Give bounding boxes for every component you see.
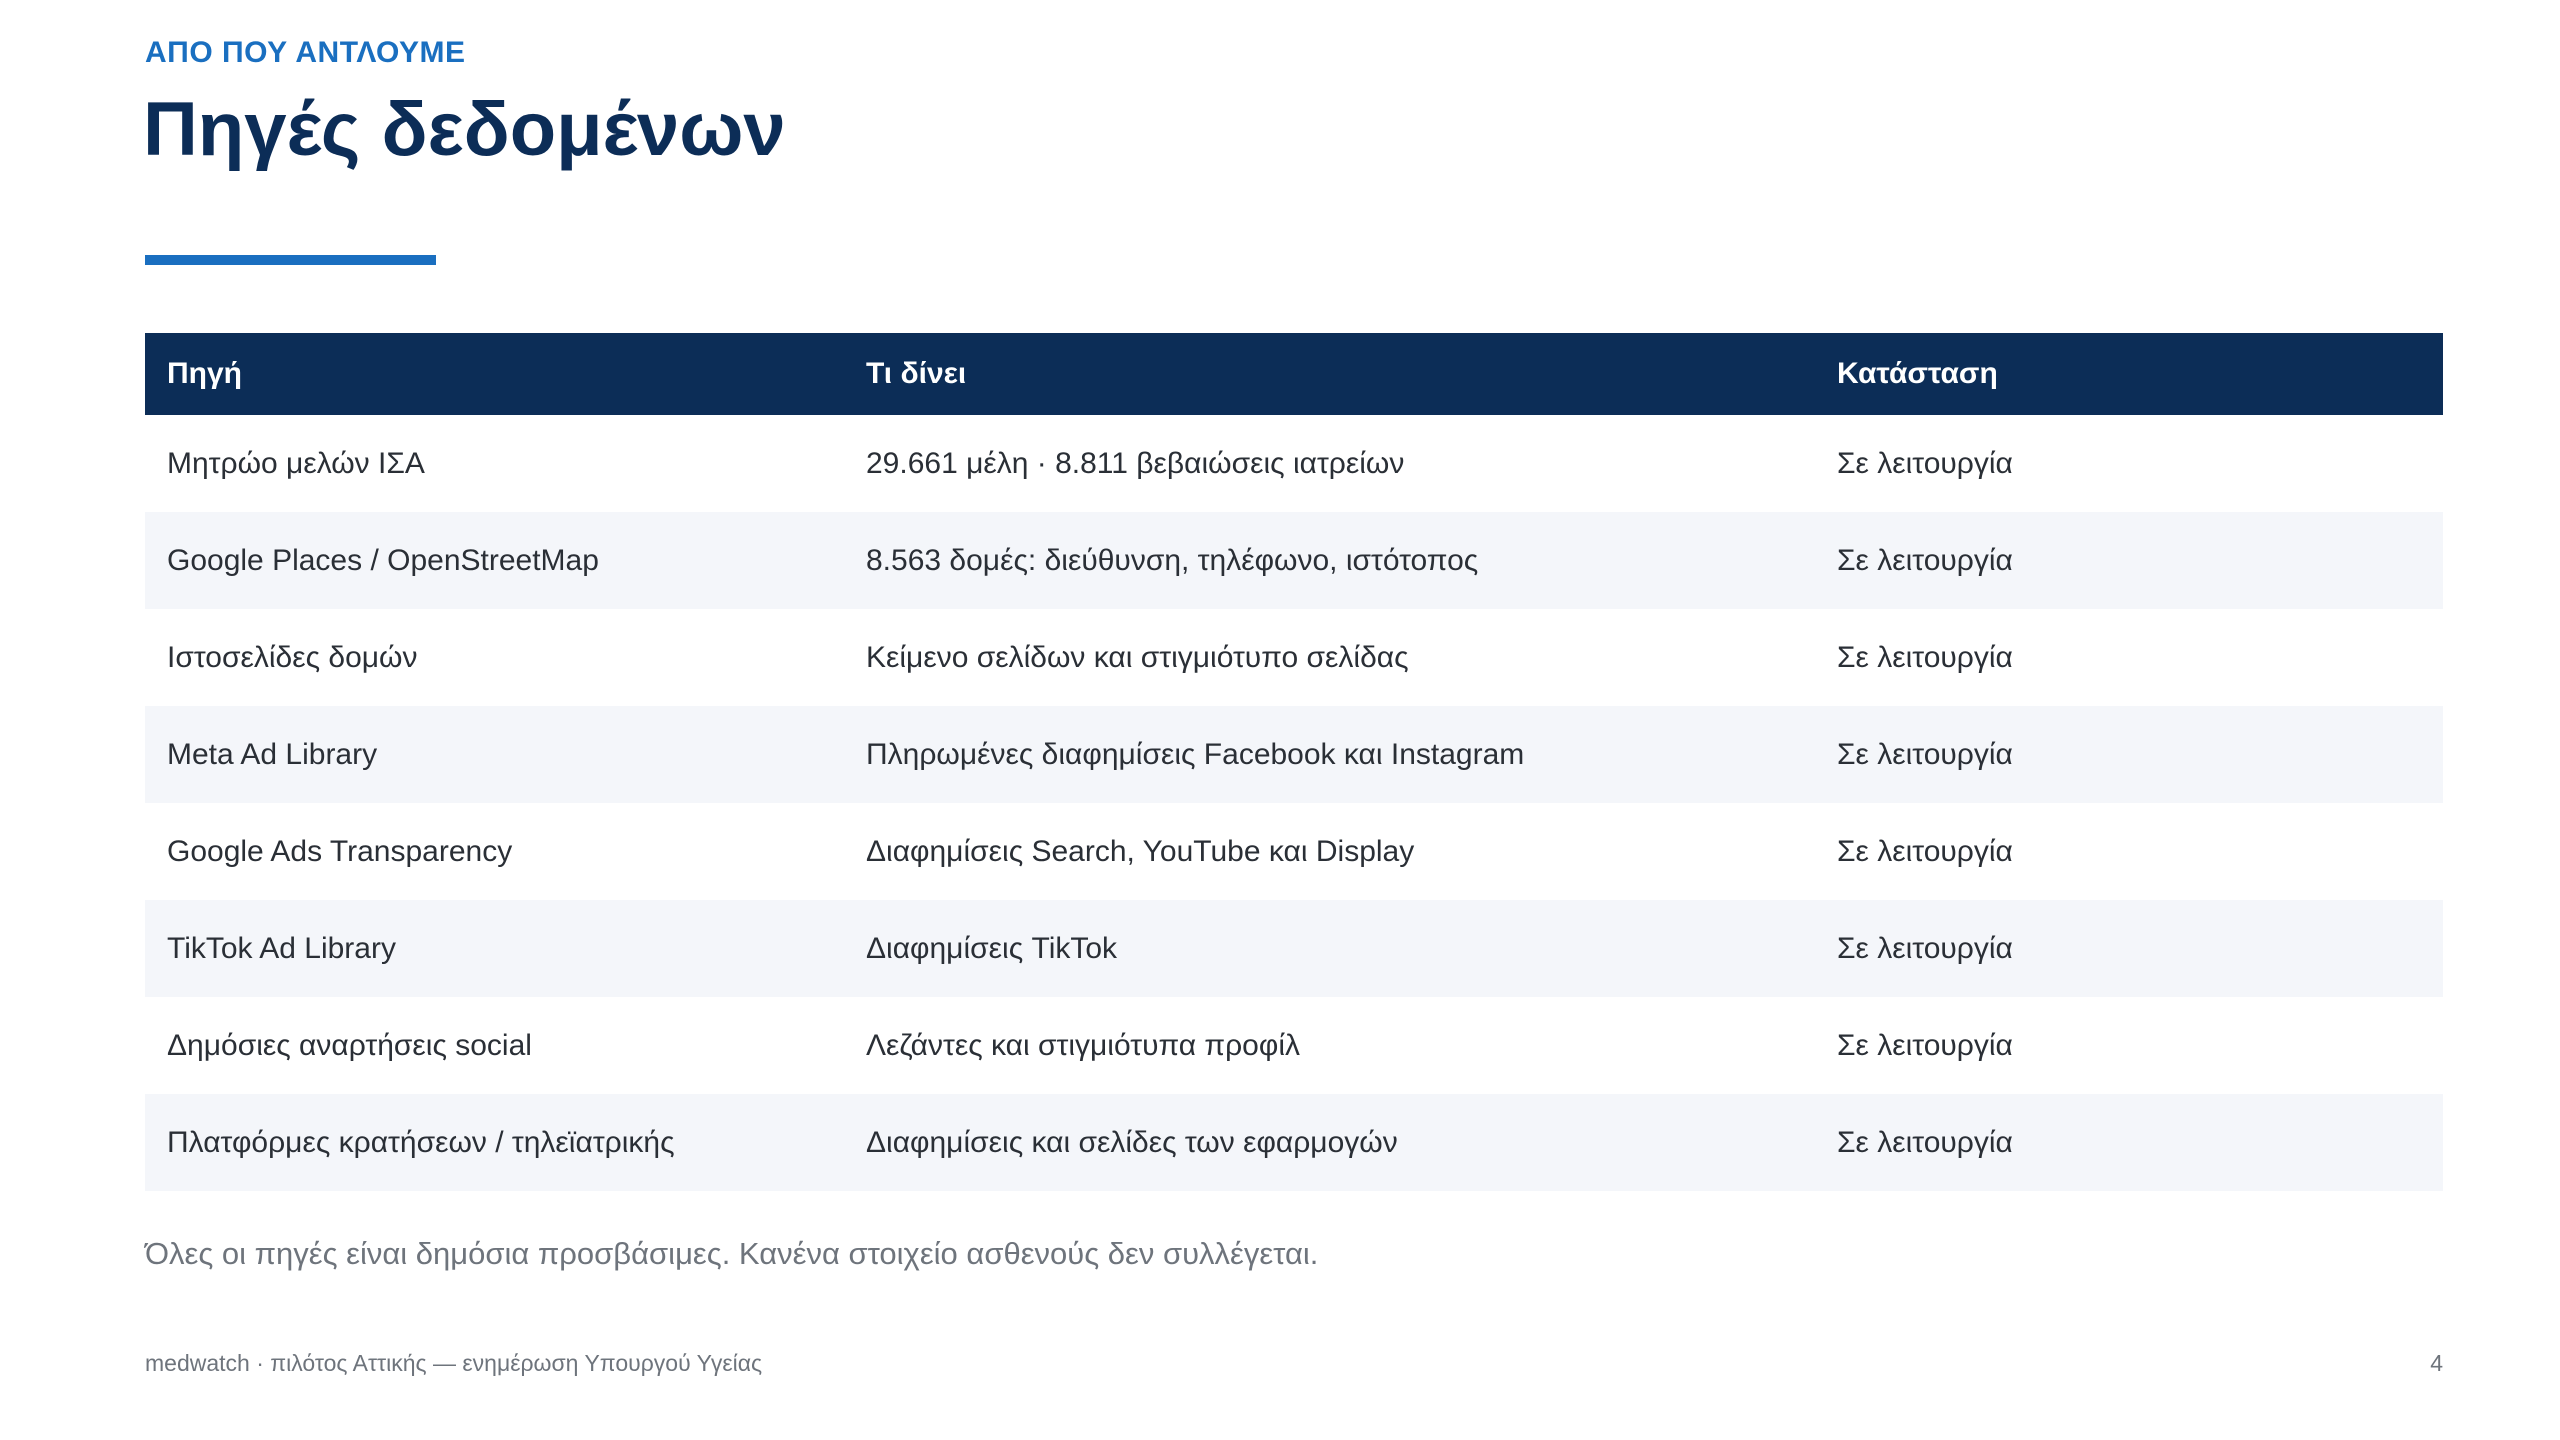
cell-status: Σε λειτουργία <box>1837 931 2013 965</box>
cell-status: Σε λειτουργία <box>1837 446 2013 480</box>
cell-gives: 29.661 μέλη · 8.811 βεβαιώσεις ιατρείων <box>866 446 1405 480</box>
table-row <box>145 609 2443 706</box>
table-row <box>145 512 2443 609</box>
cell-gives: Διαφημίσεις και σελίδες των εφαρμογών <box>866 1125 1398 1159</box>
table-row <box>145 997 2443 1094</box>
cell-gives: Πληρωμένες διαφημίσεις Facebook και Instagram <box>866 737 1525 771</box>
page-number: 4 <box>2430 1350 2443 1376</box>
title-accent-rule <box>145 255 436 265</box>
cell-status: Σε λειτουργία <box>1837 640 2013 674</box>
cell-source: Πλατφόρμες κρατήσεων / τηλεϊατρικής <box>167 1125 675 1159</box>
section-eyebrow: ΑΠΟ ΠΟΥ ΑΝΤΛΟΥΜΕ <box>145 36 466 69</box>
table-row <box>145 706 2443 803</box>
cell-gives: Κείμενο σελίδων και στιγμιότυπο σελίδας <box>866 640 1409 674</box>
cell-status: Σε λειτουργία <box>1837 834 2013 868</box>
cell-gives: Διαφημίσεις Search, YouTube και Display <box>866 834 1415 868</box>
cell-status: Σε λειτουργία <box>1837 1125 2013 1159</box>
cell-gives: 8.563 δομές: διεύθυνση, τηλέφωνο, ιστότοπος <box>866 543 1479 577</box>
cell-source: Ιστοσελίδες δομών <box>167 640 418 674</box>
cell-status: Σε λειτουργία <box>1837 737 2013 771</box>
cell-source: Δημόσιες αναρτήσεις social <box>167 1028 532 1062</box>
header-source: Πηγή <box>167 357 242 390</box>
cell-source: TikTok Ad Library <box>167 931 396 965</box>
table-row <box>145 415 2443 512</box>
data-sources-table <box>145 333 2443 1191</box>
cell-source: Meta Ad Library <box>167 737 378 771</box>
page-title: Πηγές δεδομένων <box>143 87 786 172</box>
header-gives: Τι δίνει <box>866 357 967 390</box>
cell-gives: Διαφημίσεις TikTok <box>866 931 1118 965</box>
cell-gives: Λεζάντες και στιγμιότυπα προφίλ <box>866 1028 1300 1062</box>
cell-source: Μητρώο μελών ΙΣΑ <box>167 446 425 480</box>
cell-status: Σε λειτουργία <box>1837 1028 2013 1062</box>
header-status: Κατάσταση <box>1837 357 1998 390</box>
table-row <box>145 1094 2443 1191</box>
footer-text: medwatch · πιλότος Αττικής — ενημέρωση Υπουργού Υγείας <box>145 1350 763 1376</box>
table-row <box>145 900 2443 997</box>
table-header-row <box>145 333 2443 415</box>
table-row <box>145 803 2443 900</box>
privacy-note: Όλες οι πηγές είναι δημόσια προσβάσιμες. Κανένα στοιχείο ασθενούς δεν συλλέγεται. <box>145 1236 1319 1271</box>
cell-status: Σε λειτουργία <box>1837 543 2013 577</box>
cell-source: Google Places / OpenStreetMap <box>167 543 599 577</box>
cell-source: Google Ads Transparency <box>167 834 513 868</box>
